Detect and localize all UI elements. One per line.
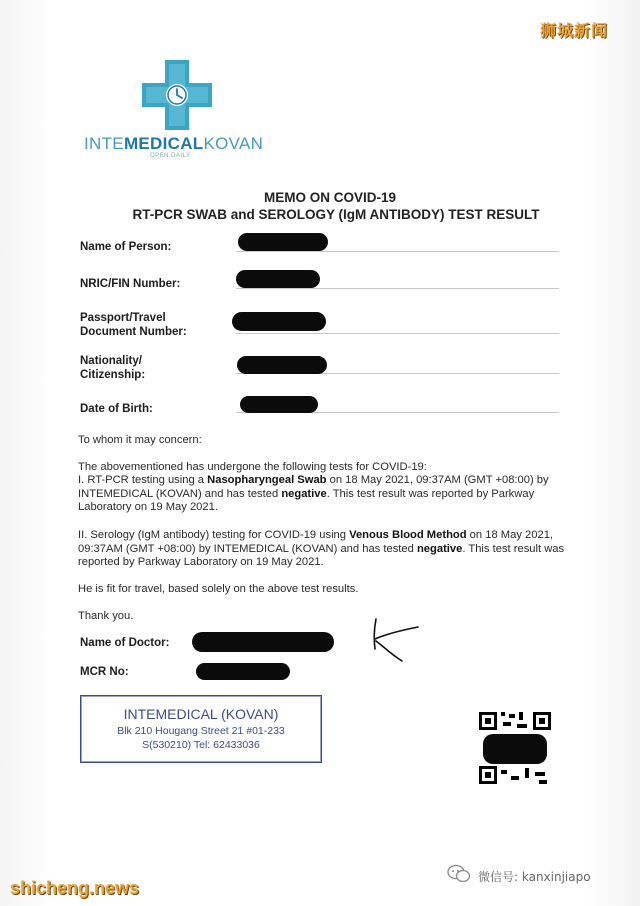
redacted-passport: [232, 312, 326, 331]
intro-text: The abovementioned has undergone the following tests for COVID-19:: [78, 461, 427, 473]
wechat-icon: [447, 864, 471, 884]
watermark-top-right: 狮城新闻: [540, 21, 609, 40]
name-underline: [236, 251, 559, 252]
name-of-person-label: Name of Person:: [80, 241, 172, 253]
nationality-label: Nationality/ Citizenship:: [80, 355, 146, 381]
date-of-birth-label: Date of Birth:: [80, 403, 153, 415]
greeting-text: To whom it may concern:: [78, 434, 202, 446]
redacted-mcr: [196, 663, 290, 680]
nric-underline: [236, 288, 559, 289]
thank-you-text: Thank you.: [78, 610, 134, 622]
redacted-doctor-name: [192, 632, 334, 652]
watermark-wechat-id: 微信号: kanxinjiapo: [478, 870, 591, 884]
passport-label: Passport/Travel Document Number:: [80, 312, 187, 338]
watermark-bottom-left: shicheng.news: [10, 878, 140, 898]
doctor-name-label: Name of Doctor:: [80, 637, 170, 649]
passport-underline: [236, 333, 559, 334]
nric-fin-label: NRIC/FIN Number:: [80, 278, 181, 290]
memo-title: MEMO ON COVID-19: [263, 190, 396, 205]
redacted-name: [238, 233, 328, 251]
test-2-paragraph: II. Serology (IgM antibody) testing for COVID-19 using Venous Blood Method on 18 May 2021, 09:37AM (GMT +08:00) by INTEMEDICAL (KOVAN) and has tested negative. This test result was reported by Parkway Laboratory on 19 May 2021.: [78, 529, 565, 569]
stamp-postal-tel: S(530210) Tel: 62433036: [142, 739, 260, 751]
redacted-dob: [240, 396, 318, 413]
doctor-signature: [362, 615, 432, 667]
test-1-paragraph: I. RT-PCR testing using a Nasopharyngeal Swab on 18 May 2021, 09:37AM (GMT +08:00) by INTEMEDICAL (KOVAN) and has tested negative. This test result was reported by Parkway Laboratory on 19 May 2021.: [78, 474, 549, 514]
mcr-label: MCR No:: [80, 666, 129, 678]
qr-code-icon: [477, 710, 553, 786]
clinic-stamp: [80, 695, 322, 763]
memo-subtitle: RT-PCR SWAB and SEROLOGY (IgM ANTIBODY) TEST RESULT: [132, 207, 540, 222]
stamp-clinic-name: INTEMEDICAL (KOVAN): [123, 706, 279, 722]
fit-for-travel-text: He is fit for travel, based solely on the above test results.: [78, 583, 359, 595]
clinic-cross-logo-icon: [140, 58, 214, 132]
stamp-address: Blk 210 Hougang Street 21 #01-233: [117, 725, 285, 737]
redacted-nationality: [237, 356, 327, 374]
clinic-logo-wordmark: INTEMEDICALKOVAN: [84, 134, 264, 153]
redacted-nric: [236, 270, 320, 288]
clinic-logo-tagline: OPEN DAILY: [150, 153, 191, 159]
